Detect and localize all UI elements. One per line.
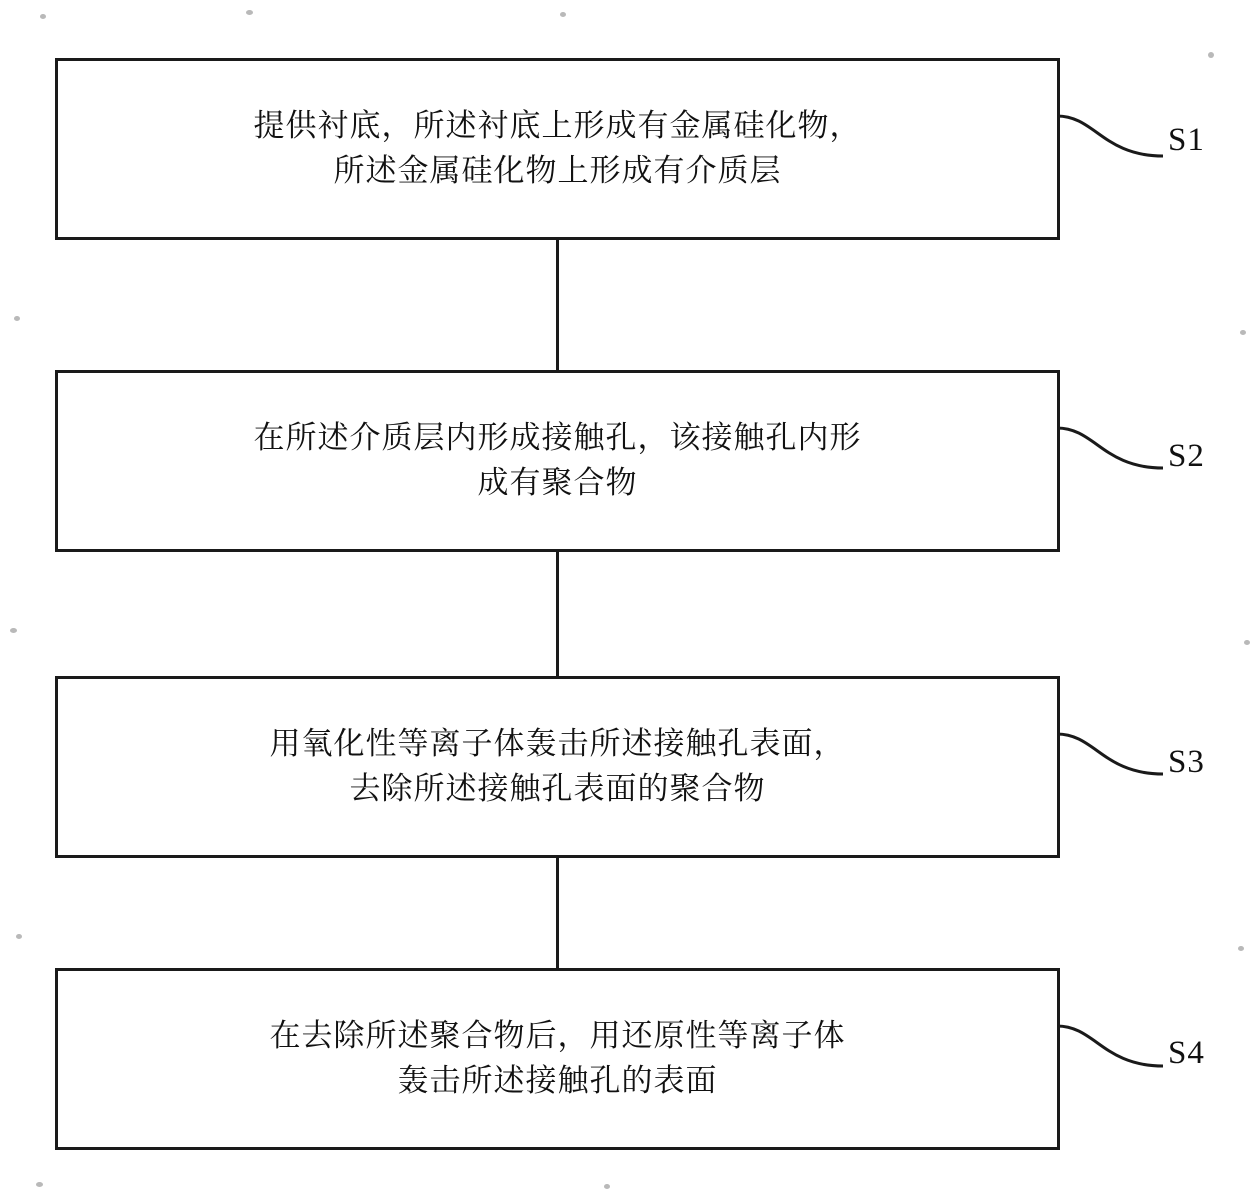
flow-step-s4-text: 在去除所述聚合物后，用还原性等离子体 轰击所述接触孔的表面: [269, 1018, 846, 1098]
leader-line-s4: [1055, 1022, 1165, 1084]
leader-line-s2: [1055, 424, 1165, 486]
scan-speck: [604, 1184, 610, 1189]
scan-speck: [1240, 330, 1246, 335]
leader-line-s3: [1055, 730, 1165, 792]
flow-step-s1-text: 提供衬底，所述衬底上形成有金属硅化物， 所述金属硅化物上形成有介质层: [253, 108, 862, 188]
flow-step-s4[interactable]: [55, 968, 1060, 1150]
scan-speck: [560, 12, 566, 17]
flow-step-s3-text: 用氧化性等离子体轰击所述接触孔表面， 去除所述接触孔表面的聚合物: [269, 726, 846, 806]
flow-step-s1[interactable]: [55, 58, 1060, 240]
scan-speck: [1244, 640, 1250, 645]
scan-speck: [10, 628, 17, 633]
scan-speck: [16, 934, 22, 939]
flow-step-s2-label: S2: [1168, 438, 1205, 474]
leader-line-s1: [1055, 112, 1165, 174]
flow-step-s1-label: S1: [1168, 122, 1205, 158]
connector-s1-s2: [556, 240, 559, 370]
flow-step-s3-label: S3: [1168, 744, 1205, 780]
flow-step-s2-text: 在所述介质层内形成接触孔，该接触孔内形 成有聚合物: [253, 420, 862, 500]
scan-speck: [36, 1182, 43, 1187]
connector-s3-s4: [556, 858, 559, 968]
scan-speck: [1238, 946, 1244, 951]
flow-step-s4-label: S4: [1168, 1035, 1205, 1071]
scan-speck: [14, 316, 20, 321]
scan-speck: [246, 10, 253, 15]
flow-step-s2[interactable]: [55, 370, 1060, 552]
scan-speck: [1208, 52, 1214, 58]
connector-s2-s3: [556, 552, 559, 676]
scan-speck: [40, 14, 46, 19]
flow-step-s3[interactable]: [55, 676, 1060, 858]
